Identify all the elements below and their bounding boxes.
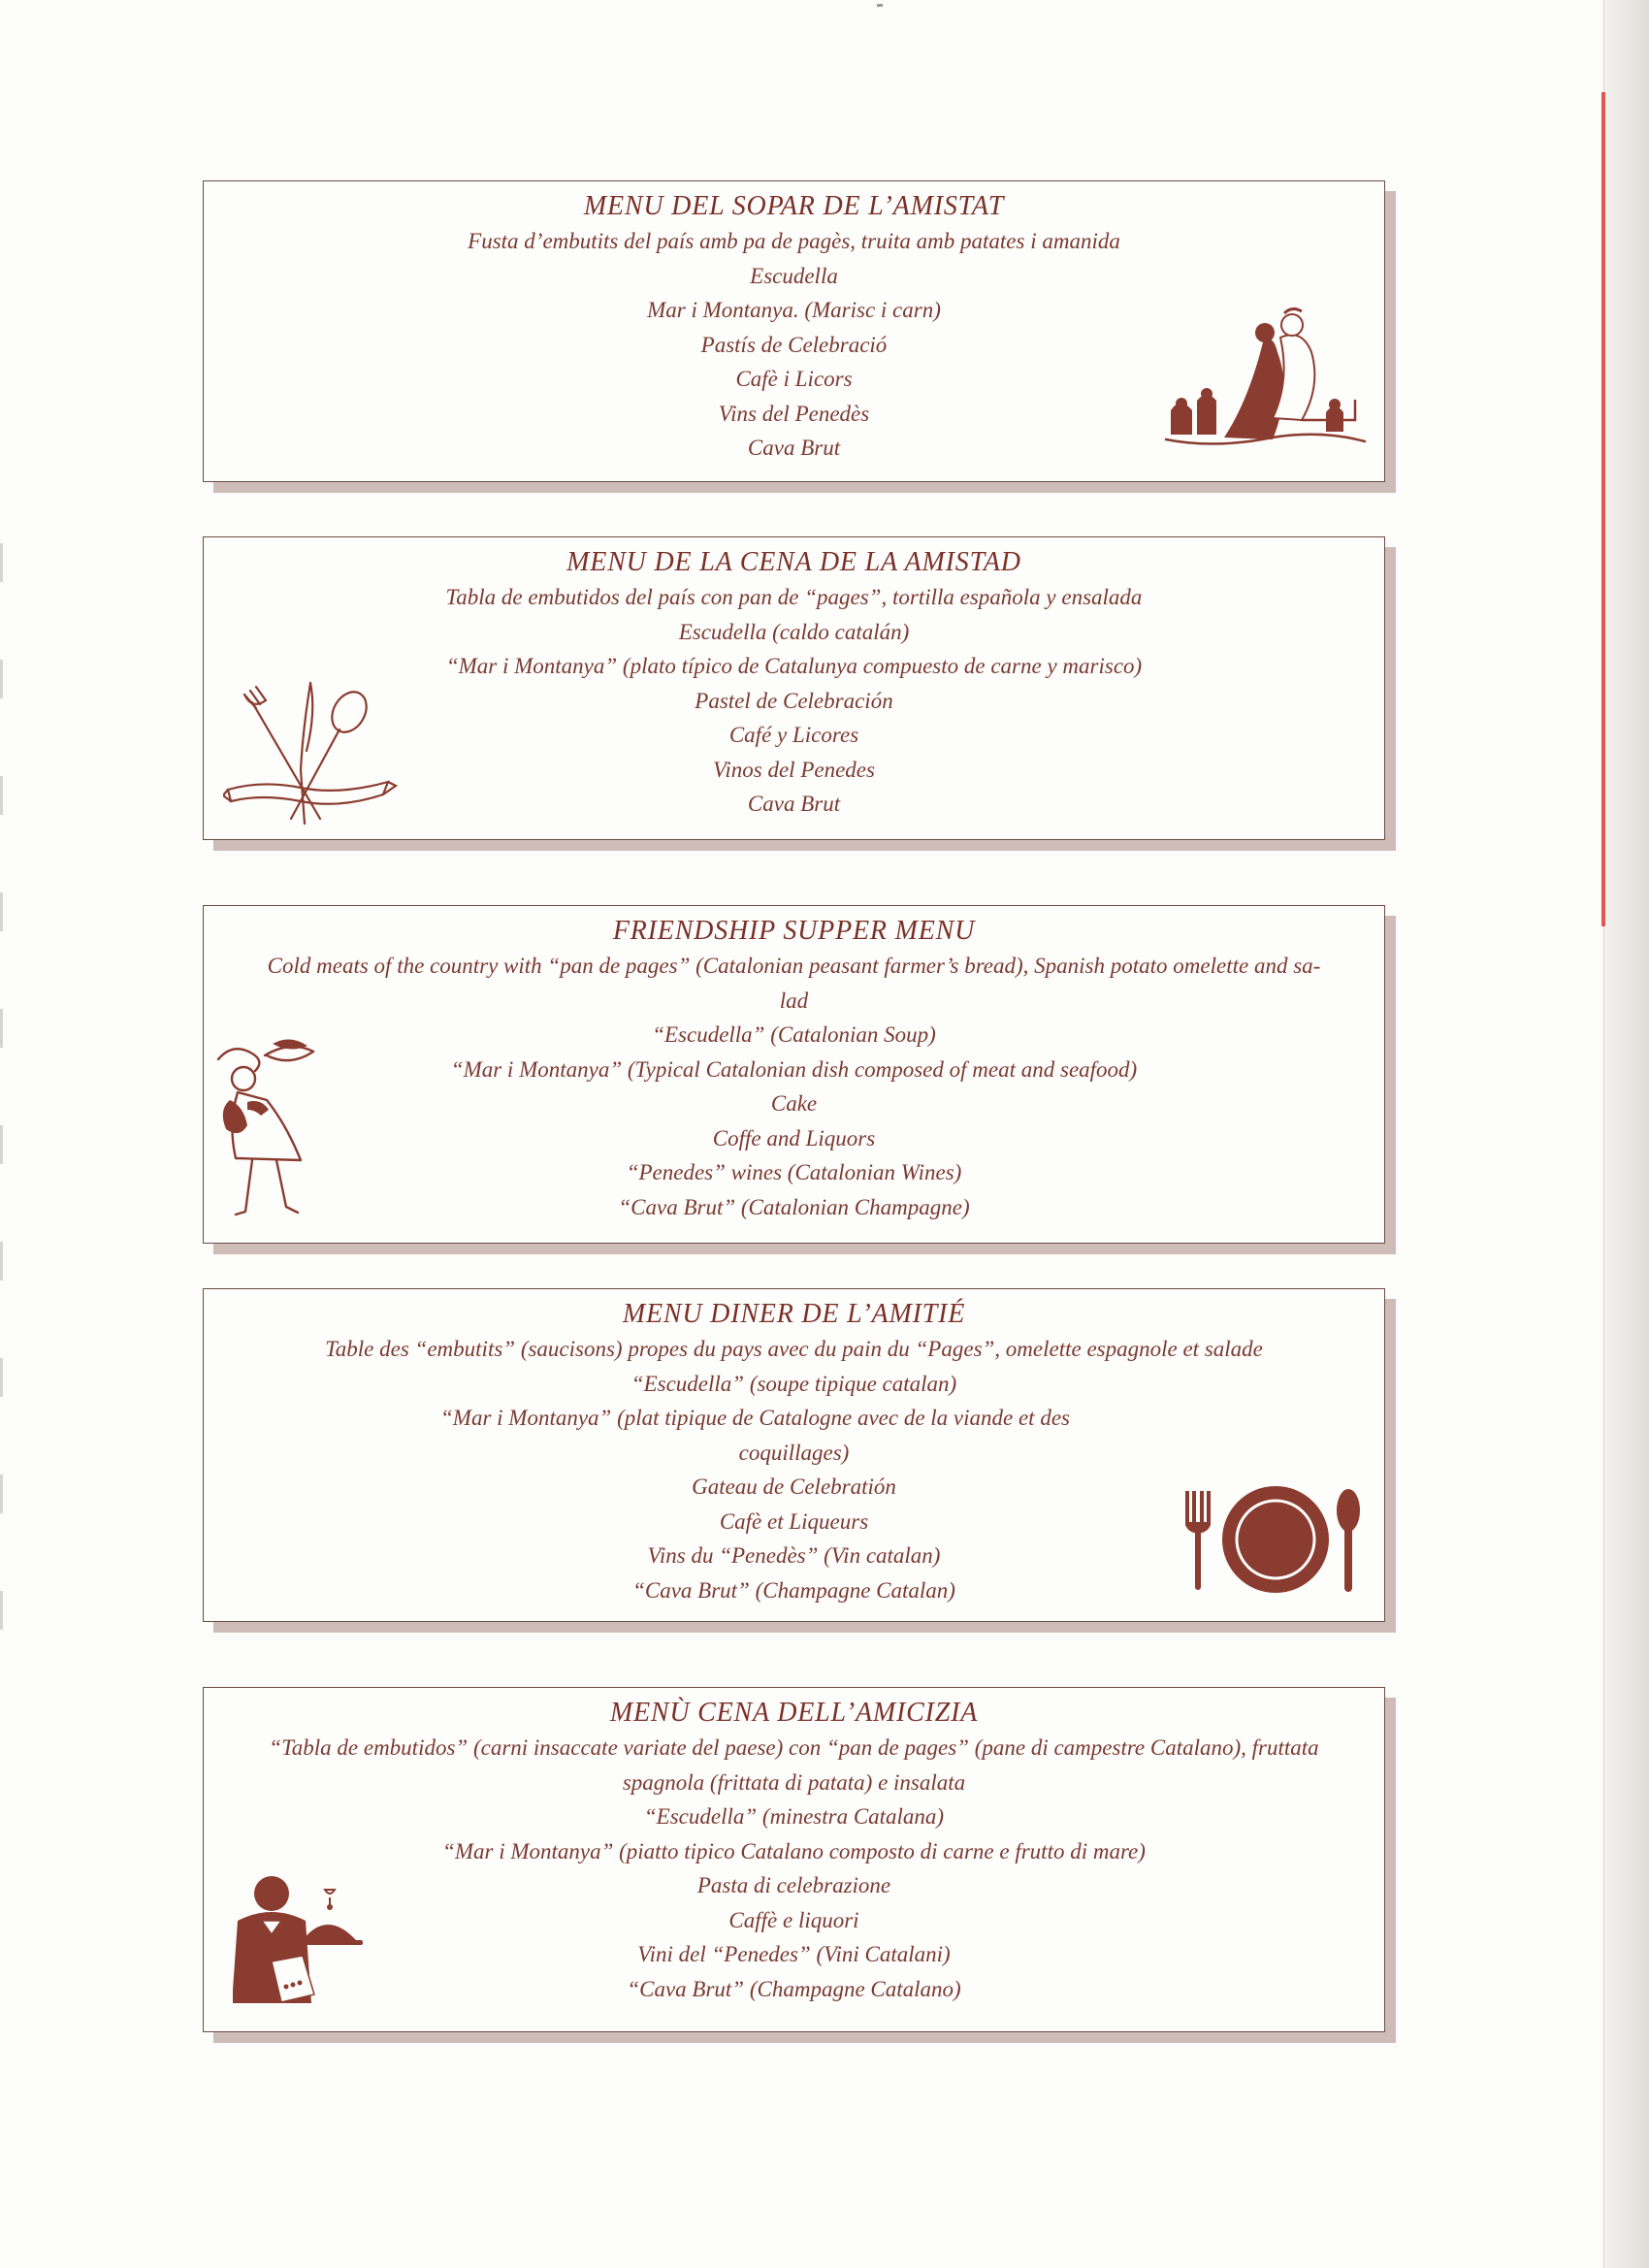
menu-item: Pastel de Celebración bbox=[695, 688, 893, 713]
menu-item: Tabla de embutidos del país con pan de “pages”, tortilla española y ensalada bbox=[445, 585, 1143, 609]
menu-item: Fusta d’embutits del país amb pa de pagès, truita amb patates i amanida bbox=[468, 229, 1120, 253]
menu-item: “Mar i Montanya” (Typical Catalonian dish composed of meat and seafood) bbox=[450, 1056, 1138, 1082]
menu-item: Pasta di celebrazione bbox=[696, 1873, 891, 1897]
menu-items bbox=[204, 949, 1384, 1224]
menu-item: “Mar i Montanya” (piatto tipico Catalano composto di carne e frutto di mare) bbox=[442, 1838, 1146, 1863]
menu-item: lad bbox=[779, 988, 809, 1013]
menu-item: “Mar i Montanya” (plat tipique de Catalogne avec de la viande et des bbox=[440, 1406, 1070, 1430]
menu-item: Vins del Penedès bbox=[718, 401, 870, 426]
binding-marks bbox=[0, 543, 3, 1707]
menu-item: Café y Licores bbox=[728, 723, 859, 747]
menu-item: Cake bbox=[770, 1091, 818, 1116]
menu-item: Escudella bbox=[750, 263, 838, 288]
menu-item: Coffe and Liquors bbox=[712, 1125, 876, 1150]
menu-item: “Escudella” (minestra Catalana) bbox=[643, 1804, 945, 1829]
dancing-couple-icon bbox=[1156, 304, 1374, 449]
menu-item: Gateau de Celebratión bbox=[692, 1474, 896, 1499]
menu-item: Vins du “Penedès” (Vin catalan) bbox=[647, 1543, 941, 1568]
menu-italian bbox=[203, 1687, 1385, 2032]
menu-item: “Mar i Montanya” (plato típico de Catalunya compuesto de carne y marisco) bbox=[445, 654, 1143, 678]
red-edge-tab bbox=[1601, 92, 1605, 926]
menu-title: FRIENDSHIP SUPPER MENU bbox=[612, 916, 976, 946]
menu-title: MENU DEL SOPAR DE L’AMISTAT bbox=[583, 191, 1005, 221]
menu-spanish bbox=[203, 536, 1385, 840]
waiter-with-cloche-icon bbox=[233, 1872, 378, 2008]
menu-item: Pastís de Celebració bbox=[700, 332, 888, 357]
menu-title: MENÙ CENA DELL’AMICIZIA bbox=[609, 1698, 979, 1728]
menu-item: Cafè i Licors bbox=[735, 367, 853, 391]
scan-speck bbox=[877, 4, 883, 7]
menu-item: spagnola (frittata di patata) e insalata bbox=[622, 1769, 966, 1795]
menu-catalan bbox=[203, 180, 1385, 482]
menu-item: “Cava Brut” (Catalonian Champagne) bbox=[618, 1194, 970, 1219]
menu-item: “Penedes” wines (Catalonian Wines) bbox=[626, 1160, 962, 1184]
menu-item: Mar i Montanya. (Marisc i carn) bbox=[647, 298, 941, 322]
menu-item: “Escudella” (soupe tipique catalan) bbox=[630, 1371, 957, 1396]
menu-items bbox=[204, 1731, 1384, 2006]
menu-item: “Tabla de embutidos” (carni insaccate variate del paese) con “pan de pages” (pane di campestre Catalano), fruttata bbox=[269, 1735, 1319, 1760]
menu-title: MENU DE LA CENA DE LA AMISTAD bbox=[566, 547, 1021, 577]
menu-item: Cava Brut bbox=[747, 436, 841, 460]
menu-french bbox=[203, 1288, 1385, 1622]
chef-carrying-dish-icon bbox=[209, 1032, 330, 1226]
menu-item: Cold meats of the country with “pan de pages” (Catalonian peasant farmer’s bread), Spanish potato omelette and sa- bbox=[267, 954, 1321, 978]
menu-item: “Escudella” (Catalonian Soup) bbox=[652, 1022, 936, 1047]
plate-fork-spoon-icon bbox=[1183, 1483, 1368, 1595]
menu-item: Cafè et Liqueurs bbox=[719, 1508, 869, 1534]
menu-item: “Cava Brut” (Champagne Catalan) bbox=[632, 1577, 955, 1603]
menu-item: Vinos del Penedes bbox=[713, 757, 875, 782]
menu-item: Cava Brut bbox=[747, 792, 841, 816]
menu-item: Caffè e liquori bbox=[728, 1907, 859, 1932]
menu-item: Escudella (caldo catalán) bbox=[678, 619, 910, 644]
menu-item: Vini del “Penedes” (Vini Catalani) bbox=[637, 1942, 951, 1966]
menu-english bbox=[203, 905, 1385, 1244]
menu-item: “Cava Brut” (Champagne Catalano) bbox=[627, 1976, 961, 2001]
menu-title: MENU DINER DE L’AMITIÉ bbox=[622, 1299, 966, 1329]
cutlery-ribbon-icon bbox=[223, 673, 398, 833]
menu-item: coquillages) bbox=[738, 1440, 850, 1465]
page-edge bbox=[1603, 0, 1649, 2268]
menu-item: Table des “embutits” (saucisons) propes du pays avec du pain du “Pages”, omelette espagnole et salade bbox=[325, 1337, 1263, 1361]
